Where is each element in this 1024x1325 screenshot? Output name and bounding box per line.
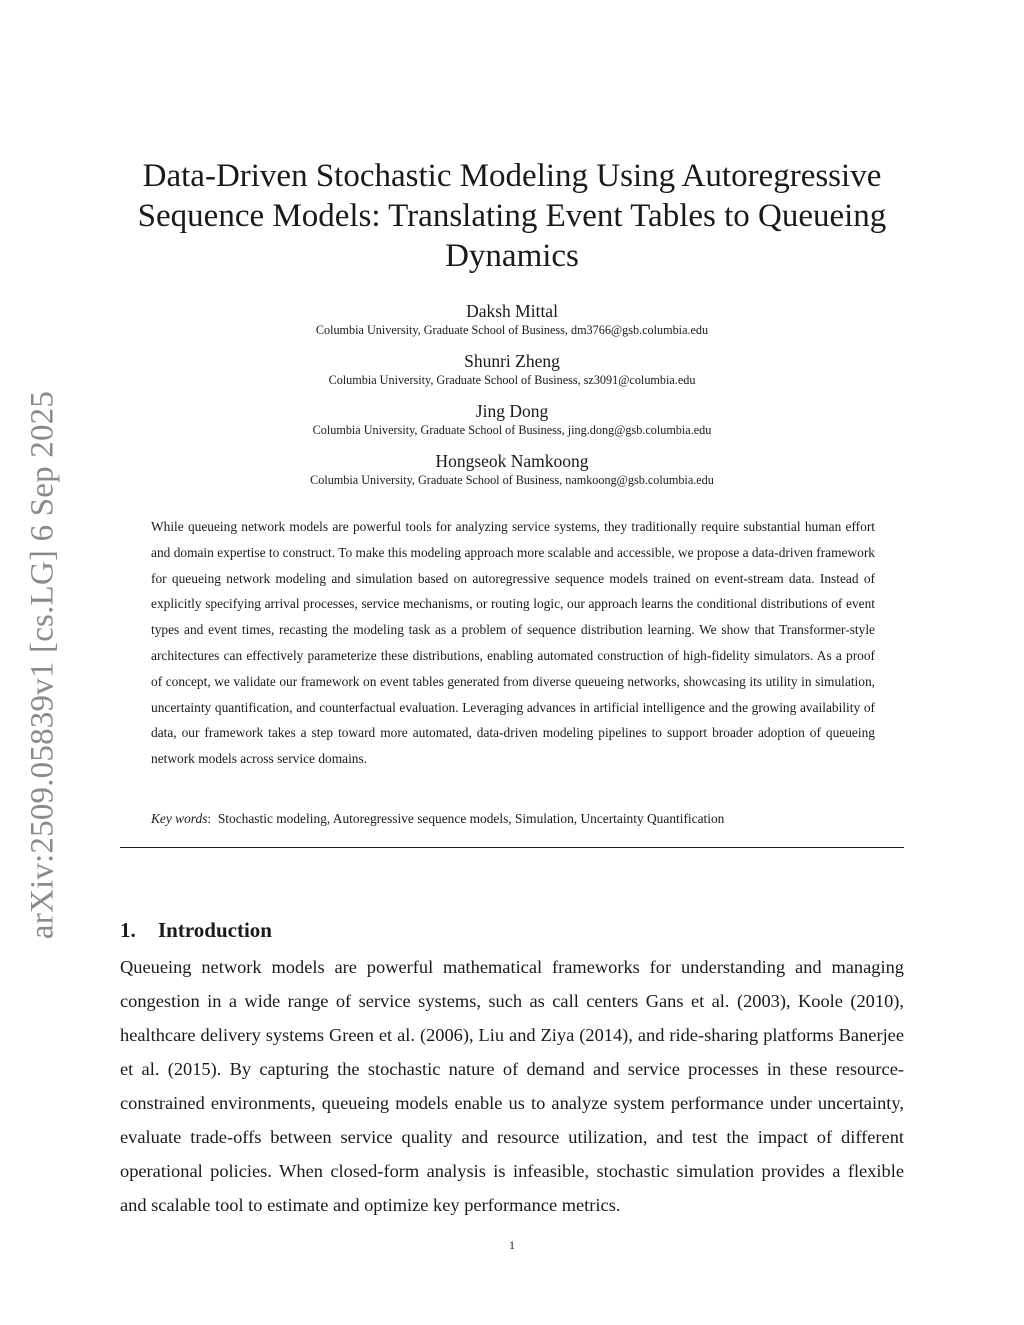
author-affiliation: Columbia University, Graduate School of Business, dm3766@gsb.columbia.edu bbox=[315, 323, 709, 337]
author-name: Hongseok Namkoong bbox=[435, 451, 589, 471]
author-block-2 bbox=[120, 350, 904, 388]
section-divider bbox=[120, 847, 904, 848]
keywords-separator: : bbox=[207, 811, 212, 826]
author-name: Jing Dong bbox=[475, 401, 549, 421]
author-affiliation: Columbia University, Graduate School of Business, namkoong@gsb.columbia.edu bbox=[310, 473, 714, 487]
section-title: Introduction bbox=[158, 918, 272, 942]
author-block-3 bbox=[120, 400, 904, 438]
keywords-line bbox=[151, 809, 875, 829]
author-block-4 bbox=[120, 450, 904, 488]
paper-title: Data-Driven Stochastic Modeling Using Autoregressive Sequence Models: Translating Event Tables to Queueing Dynamics bbox=[137, 158, 887, 274]
keywords-label: Key words bbox=[151, 811, 208, 826]
section-number: 1. bbox=[120, 918, 136, 942]
arxiv-identifier-stamp: arXiv:2509.05839v1 [cs.LG] 6 Sep 2025 bbox=[24, 390, 61, 940]
author-name: Daksh Mittal bbox=[466, 301, 558, 321]
author-block-1 bbox=[120, 300, 904, 338]
abstract: While queueing network models are powerful tools for analyzing service systems, they traditionally require substantial human effort and domain expertise to construct. To make this modeling approach more scalable and accessible, we propose a data-driven framework for queueing network modeling and simulation based on autoregressive sequence models trained on event-stream data. Instead of explicitly specifying arrival processes, service mechanisms, or routing logic, our approach learns the conditional distributions of event types and event times, recasting the modeling task as a problem of sequence distribution learning. We show that Transformer-style architectures can effectively parameterize these distributions, enabling automated construction of high-fidelity simulators. As a proof of concept, we validate our framework on event tables generated from diverse queueing networks, showcasing its utility in simulation, uncertainty quantification, and counterfactual evaluation. Leveraging advances in artificial intelligence and the growing availability of data, our framework takes a step toward more automated, data-driven modeling pipelines to support broader adoption of queueing network models across service domains. bbox=[151, 519, 875, 767]
author-name: Shunri Zheng bbox=[464, 351, 560, 371]
keywords-text: Stochastic modeling, Autoregressive sequence models, Simulation, Uncertainty Quantification bbox=[217, 811, 725, 826]
author-affiliation: Columbia University, Graduate School of Business, sz3091@columbia.edu bbox=[328, 373, 696, 387]
author-affiliation: Columbia University, Graduate School of Business, jing.dong@gsb.columbia.edu bbox=[312, 423, 712, 437]
page-number: 1 bbox=[509, 1238, 515, 1252]
section-heading bbox=[120, 916, 272, 944]
intro-paragraph: Queueing network models are powerful mathematical frameworks for understanding and managing congestion in a wide range of service systems, such as call centers Gans et al. (2003), Koole (2010), healthcare delivery systems Green et al. (2006), Liu and Ziya (2014), and ride-sharing platforms Banerjee et al. (2015). By capturing the stochastic nature of demand and service processes in these resource-constrained environments, queueing models enable us to analyze system performance under uncertainty, evaluate trade-offs between service quality and resource utilization, and test the impact of different operational policies. When closed-form analysis is infeasible, stochastic simulation provides a flexible and scalable tool to estimate and optimize key performance metrics. bbox=[120, 957, 904, 1215]
